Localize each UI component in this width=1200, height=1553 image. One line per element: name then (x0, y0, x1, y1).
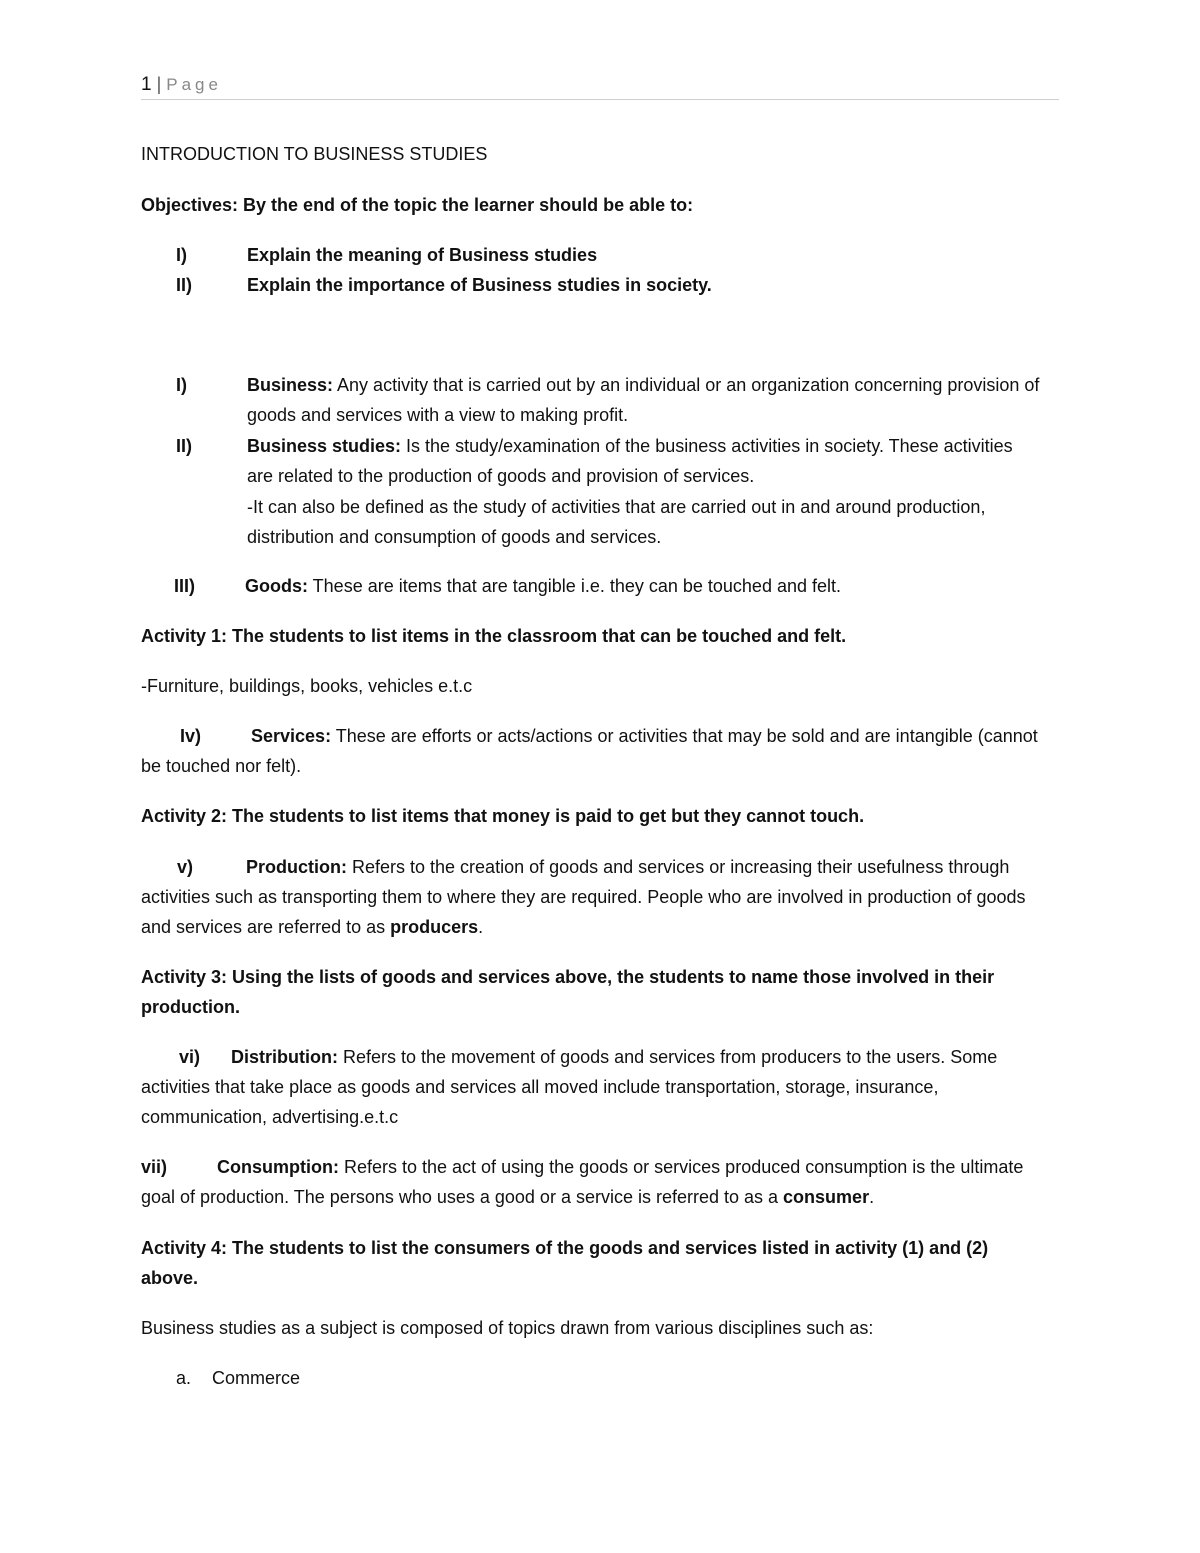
definition-num: vii) (141, 1157, 168, 1177)
definition-distribution (141, 1042, 1041, 1132)
page-number: 1 (141, 74, 152, 95)
definition-end: . (478, 917, 484, 937)
activity-1: Activity 1: The students to list items in the classroom that can be touched and felt. (141, 626, 847, 646)
definition-text: Refers to the act of using the goods or services produced consumption is the ultimate goal of production. The persons who uses a good or a service is referred to as a (141, 1157, 1024, 1207)
definition-production (141, 852, 1041, 942)
page-header (141, 74, 222, 96)
header-separator: | (151, 74, 167, 94)
definition-term: Consumption: (217, 1157, 339, 1177)
definition-num: III) (174, 576, 195, 596)
definition-bold-word: producers (390, 917, 479, 937)
definition-term: Production: (246, 857, 347, 877)
activity-4: Activity 4: The students to list the consumers of the goods and services listed in activity (1) and (2) above. (141, 1238, 989, 1288)
objective-num: II) (176, 275, 192, 295)
definition-business (247, 370, 1047, 430)
document-title: INTRODUCTION TO BUSINESS STUDIES (141, 144, 488, 164)
definition-num: I) (176, 375, 187, 395)
activity-2: Activity 2: The students to list items that money is paid to get but they cannot touch. (141, 806, 865, 826)
definition-text: Any activity that is carried out by an individual or an organization concerning provision of goods and services with a view to making profit. (247, 375, 1040, 425)
definition-extra: -It can also be defined as the study of activities that are carried out in and around production, distribution and consumption of goods and services. (247, 497, 986, 547)
header-rule (141, 99, 1059, 100)
definition-term: Services: (251, 726, 332, 746)
definition-bold-word: consumer (783, 1187, 870, 1207)
definition-business-studies (247, 431, 1027, 491)
list-item-text: Commerce (212, 1368, 301, 1388)
list-item-label: a. (176, 1368, 192, 1388)
definition-text: These are efforts or acts/actions or activities that may be sold and are intangible (cannot be touched nor felt). (141, 726, 1038, 776)
definition-num: II) (176, 436, 192, 456)
activity-3: Activity 3: Using the lists of goods and services above, the students to name those involved in their production. (141, 967, 995, 1017)
definition-term: Business studies: (247, 436, 402, 456)
definition-num: vi) (179, 1047, 201, 1067)
definition-goods (245, 576, 841, 597)
closing-intro: Business studies as a subject is composed of topics drawn from various disciplines such as: (141, 1318, 874, 1338)
objective-num: I) (176, 245, 187, 265)
objective-text: Explain the importance of Business studies in society. (247, 275, 712, 295)
activity-1-answer: -Furniture, buildings, books, vehicles e.t.c (141, 676, 473, 696)
definition-text: Refers to the movement of goods and services from producers to the users. Some activities that take place as goods and services all moved include transportation, storage, insurance, communication, advertising.e.t.c (141, 1047, 998, 1127)
objectives-intro: Objectives: By the end of the topic the learner should be able to: (141, 195, 694, 215)
objective-text: Explain the meaning of Business studies (247, 245, 598, 265)
definition-term: Business: (247, 375, 334, 395)
definition-num: v) (177, 857, 194, 877)
page-word: Page (166, 75, 222, 94)
definition-consumption (141, 1152, 1041, 1212)
definition-end: . (869, 1187, 875, 1207)
definition-term: Distribution: (231, 1047, 338, 1067)
definition-text: Is the study/examination of the business activities in society. These activities are related to the production of goods and provision of services. (247, 436, 1013, 486)
definition-text: These are items that are tangible i.e. they can be touched and felt. (308, 576, 842, 596)
definition-term: Goods: (245, 576, 308, 596)
definition-text: Refers to the creation of goods and services or increasing their usefulness through activities such as transporting them to where they are required. People who are involved in production of goods and services are referred to as (141, 857, 1026, 937)
definition-services (141, 721, 1046, 781)
definition-num: Iv) (180, 726, 202, 746)
